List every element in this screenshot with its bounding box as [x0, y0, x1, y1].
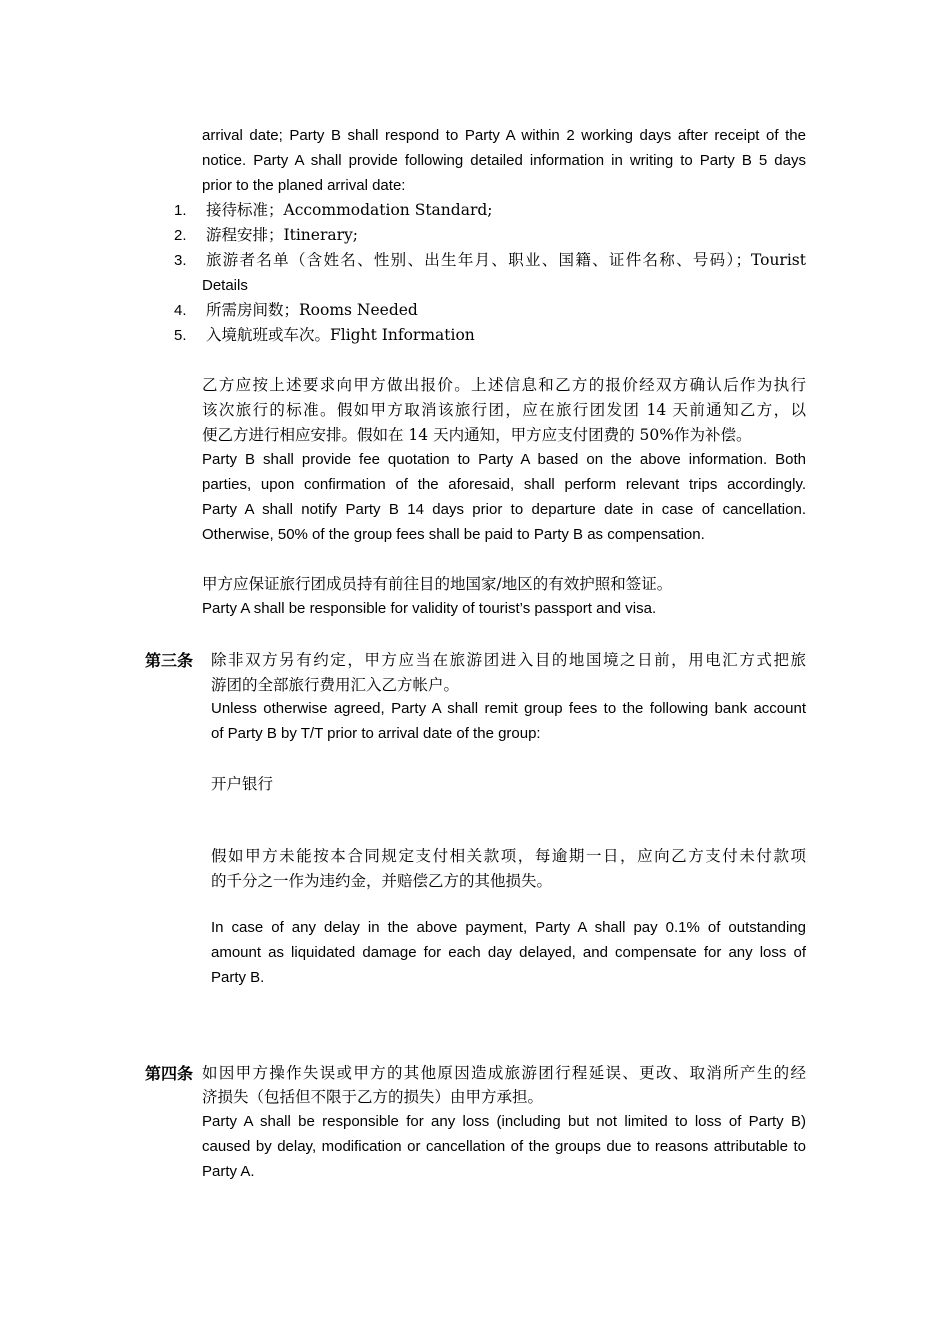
quotation-en-line-4: Otherwise, 50% of the group fees shall be paid to Party B as compensation.: [202, 526, 705, 543]
quotation-en-line-2: parties, upon confirmation of the aforesaid, shall perform relevant trips accordingly.: [202, 476, 806, 493]
quotation-cn-line-1: 乙方应按上述要求向甲方做出报价。上述信息和乙方的报价经双方确认后作为执行: [202, 376, 806, 394]
list-number-3: 3.: [174, 252, 187, 269]
passport-cn: 甲方应保证旅行团成员持有前往目的地国家/地区的有效护照和签证。: [202, 575, 673, 593]
quotation-cn-line-3: 便乙方进行相应安排。假如在 14 天内通知，甲方应支付团费的 50%作为补偿。: [202, 426, 752, 444]
list-item-1: 接待标准；Accommodation Standard;: [206, 201, 493, 219]
article-3-cn-line-2: 游团的全部旅行费用汇入乙方帐户。: [211, 676, 460, 694]
list-item-4: 所需房间数；Rooms Needed: [206, 301, 418, 319]
article-4-cn-line-2: 济损失（包括但不限于乙方的损失）由甲方承担。: [202, 1088, 544, 1106]
late-payment-en-line-1: In case of any delay in the above payment, Party A shall pay 0.1% of outstanding: [211, 919, 806, 936]
late-payment-cn-line-1: 假如甲方未能按本合同规定支付相关款项，每逾期一日，应向乙方支付未付款项: [211, 847, 806, 865]
late-payment-en-line-2: amount as liquidated damage for each day delayed, and compensate for any loss of: [211, 944, 806, 961]
list-number-2: 2.: [174, 227, 187, 244]
late-payment-en-line-3: Party B.: [211, 969, 265, 986]
article-4-en-line-1: Party A shall be responsible for any loss (including but not limited to loss of Party B): [202, 1113, 806, 1130]
passport-en: Party A shall be responsible for validity of tourist’s passport and visa.: [202, 600, 657, 617]
list-item-3-continued: Details: [202, 277, 248, 294]
article-4-label: 第四条: [145, 1064, 194, 1083]
article-3-cn-line-1: 除非双方另有约定，甲方应当在旅游团进入目的地国境之日前，用电汇方式把旅: [211, 651, 806, 669]
quotation-en-line-1: Party B shall provide fee quotation to Party A based on the above information. Both: [202, 451, 806, 468]
intro-line-3: prior to the planed arrival date:: [202, 177, 406, 194]
list-item-5: 入境航班或车次。Flight Information: [206, 326, 475, 344]
intro-line-2: notice. Party A shall provide following detailed information in writing to Party B 5 days: [202, 152, 806, 169]
quotation-cn-line-2: 该次旅行的标准。假如甲方取消该旅行团，应在旅行团发团 14 天前通知乙方，以: [202, 401, 806, 419]
article-4-cn-line-1: 如因甲方操作失误或甲方的其他原因造成旅游团行程延误、更改、取消所产生的经: [202, 1064, 806, 1082]
article-3-en-line-2: of Party B by T/T prior to arrival date of the group:: [211, 725, 541, 742]
article-3-label: 第三条: [145, 651, 194, 670]
article-4-en-line-2: caused by delay, modification or cancellation of the groups due to reasons attributable to: [202, 1138, 806, 1155]
article-4-en-line-3: Party A.: [202, 1163, 255, 1180]
list-number-5: 5.: [174, 327, 187, 344]
article-3-en-line-1: Unless otherwise agreed, Party A shall remit group fees to the following bank account: [211, 700, 806, 717]
quotation-en-line-3: Party A shall notify Party B 14 days prior to departure date in case of cancellation.: [202, 501, 806, 518]
bank-label: 开户银行: [211, 775, 274, 793]
late-payment-cn-line-2: 的千分之一作为违约金，并赔偿乙方的其他损失。: [211, 872, 553, 890]
list-item-3: 旅游者名单（含姓名、性别、出生年月、职业、国籍、证件名称、号码）；Tourist: [206, 251, 806, 269]
list-number-1: 1.: [174, 202, 187, 219]
list-item-2: 游程安排；Itinerary;: [206, 226, 359, 244]
intro-line-1: arrival date; Party B shall respond to Party A within 2 working days after receipt of the: [202, 127, 806, 144]
list-number-4: 4.: [174, 302, 187, 319]
